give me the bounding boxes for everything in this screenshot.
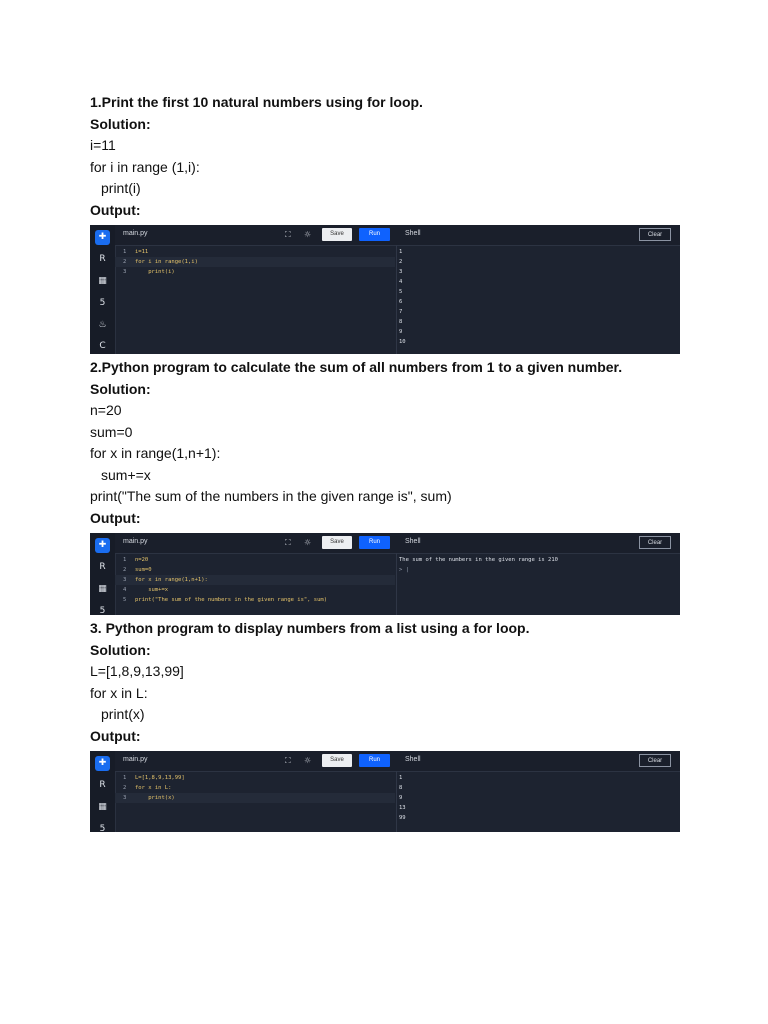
ide-toolbar <box>115 225 680 246</box>
code-row: 3 for x in range(1,n+1): <box>115 575 395 585</box>
python-icon[interactable]: ✚ <box>95 230 110 245</box>
sun-icon[interactable]: ☼ <box>304 538 312 547</box>
database-icon[interactable]: ▦ <box>98 276 107 286</box>
code-row: 4 sum+=x <box>123 587 169 593</box>
fullscreen-icon[interactable]: ⛶ <box>285 538 291 547</box>
shell-line: 8 <box>399 785 403 791</box>
shell-line: 2 <box>399 259 403 265</box>
section-1-solution-label: Solution: <box>90 115 151 132</box>
code-row: 1 i=11 <box>123 249 149 255</box>
code-editor[interactable] <box>115 247 395 277</box>
code-row: 2 for i in range(1,i) <box>115 257 395 267</box>
document-content <box>90 92 710 835</box>
section-2-title: 2.Python program to calculate the sum of all numbers from 1 to a given number. <box>90 359 623 375</box>
code-row: 3 print(x) <box>115 793 395 803</box>
shell-label: Shell <box>405 230 421 237</box>
section-3-code-line: L=[1,8,9,13,99] <box>90 663 184 679</box>
database-icon[interactable]: ▦ <box>98 802 107 812</box>
ide-screenshot-3 <box>90 751 680 832</box>
r-icon[interactable]: R <box>99 254 106 264</box>
shell-line: 1 <box>399 775 403 781</box>
c-icon[interactable]: C <box>99 341 106 351</box>
pane-divider[interactable] <box>396 553 397 615</box>
section-2-code-line: n=20 <box>90 402 122 418</box>
file-tab[interactable]: main.py <box>123 756 148 763</box>
run-button[interactable]: Run <box>359 754 390 767</box>
python-icon[interactable]: ✚ <box>95 756 110 771</box>
shell-line: 9 <box>399 795 403 801</box>
code-row: 1 n=20 <box>123 557 149 563</box>
html5-icon[interactable]: 5 <box>99 824 106 832</box>
shell-output[interactable] <box>399 555 672 575</box>
shell-line: 4 <box>399 279 403 285</box>
code-row: 2 for x in L: <box>123 785 172 791</box>
ide-toolbar <box>115 533 680 554</box>
section-1-title: 1.Print the first 10 natural numbers using for loop. <box>90 94 423 110</box>
ide-sidebar <box>90 533 116 615</box>
shell-output[interactable] <box>399 247 672 347</box>
java-icon[interactable]: ♨ <box>98 320 107 330</box>
run-button[interactable]: Run <box>359 536 390 549</box>
ide-sidebar <box>90 225 116 354</box>
ide-screenshot-2 <box>90 533 680 615</box>
database-icon[interactable]: ▦ <box>98 584 107 594</box>
clear-button[interactable]: Clear <box>639 536 671 549</box>
pane-divider[interactable] <box>396 771 397 832</box>
ide-screenshot-1 <box>90 225 680 354</box>
html5-icon[interactable]: 5 <box>99 298 106 308</box>
save-button[interactable]: Save <box>322 536 352 549</box>
save-button[interactable]: Save <box>322 228 352 241</box>
sun-icon[interactable]: ☼ <box>304 230 312 239</box>
code-editor[interactable] <box>115 555 395 605</box>
html5-icon[interactable]: 5 <box>99 606 106 615</box>
section-1-code-line: for i in range (1,i): <box>90 158 200 175</box>
section-1-code-line: i=11 <box>90 137 116 153</box>
clear-button[interactable]: Clear <box>639 754 671 767</box>
section-1-code-line: print(i) <box>101 180 141 196</box>
r-icon[interactable]: R <box>99 562 106 572</box>
sun-icon[interactable]: ☼ <box>304 756 312 765</box>
shell-line: 10 <box>399 339 406 345</box>
r-icon[interactable]: R <box>99 780 106 790</box>
section-3-code-line: for x in L: <box>90 684 148 701</box>
code-row: 1 L=[1,8,9,13,99] <box>123 775 185 781</box>
fullscreen-icon[interactable]: ⛶ <box>285 756 291 765</box>
clear-button[interactable]: Clear <box>639 228 671 241</box>
code-row: 2 sum=0 <box>123 567 152 573</box>
shell-line: The sum of the numbers in the given range is 210 <box>399 557 558 563</box>
shell-output[interactable] <box>399 773 672 823</box>
shell-line: 5 <box>399 289 403 295</box>
shell-label: Shell <box>405 538 421 545</box>
ide-sidebar <box>90 751 116 832</box>
run-button[interactable]: Run <box>359 228 390 241</box>
file-tab[interactable]: main.py <box>123 230 148 237</box>
shell-line: 3 <box>399 269 403 275</box>
shell-line: 99 <box>399 815 406 821</box>
ide-toolbar <box>115 751 680 772</box>
shell-line: 1 <box>399 249 403 255</box>
shell-line: 8 <box>399 319 403 325</box>
save-button[interactable]: Save <box>322 754 352 767</box>
pane-divider[interactable] <box>396 245 397 354</box>
section-3-output-label: Output: <box>90 727 141 744</box>
file-tab[interactable]: main.py <box>123 538 148 545</box>
code-row: 5 print("The sum of the numbers in the given range is", sum) <box>123 597 328 603</box>
section-3-code-line: print(x) <box>101 706 145 722</box>
shell-line: 13 <box>399 805 406 811</box>
shell-cursor: > | <box>399 567 409 573</box>
shell-line: 6 <box>399 299 403 305</box>
shell-line: 9 <box>399 329 403 335</box>
python-icon[interactable]: ✚ <box>95 538 110 553</box>
section-3-solution-label: Solution: <box>90 641 151 658</box>
shell-label: Shell <box>405 756 421 763</box>
code-row: 3 print(i) <box>123 269 175 275</box>
section-2-code-line: sum+=x <box>101 466 151 483</box>
section-2-code-line: for x in range(1,n+1): <box>90 445 221 461</box>
code-editor[interactable] <box>115 773 395 803</box>
section-2-output-label: Output: <box>90 509 141 526</box>
section-2-solution-label: Solution: <box>90 380 151 397</box>
section-3-title: 3. Python program to display numbers from a list using a for loop. <box>90 620 530 636</box>
section-1-output-label: Output: <box>90 201 141 218</box>
section-2-code-line: print("The sum of the numbers in the given range is", sum) <box>90 488 452 504</box>
fullscreen-icon[interactable]: ⛶ <box>285 230 291 239</box>
section-2-code-line: sum=0 <box>90 423 133 440</box>
shell-line: 7 <box>399 309 403 315</box>
